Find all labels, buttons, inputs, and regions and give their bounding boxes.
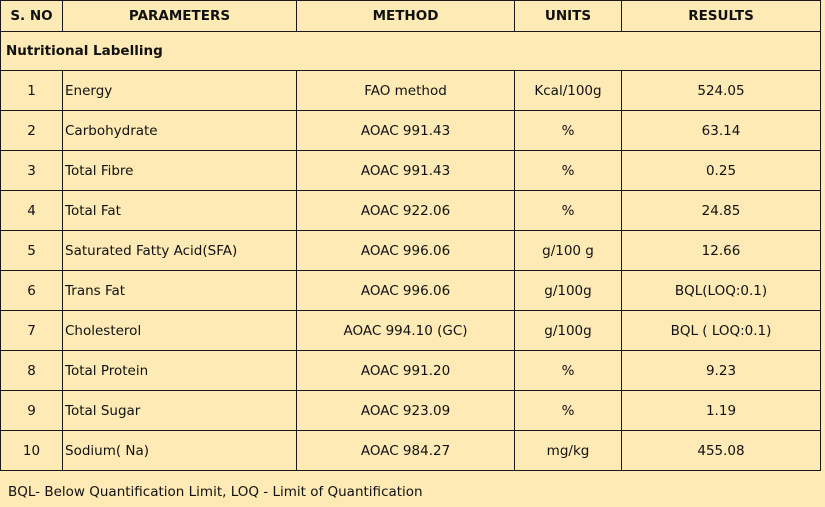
cell-method: AOAC 991.43 — [297, 111, 515, 151]
cell-sno: 8 — [1, 351, 63, 391]
cell-result: 12.66 — [622, 231, 821, 271]
cell-parameter: Total Protein — [63, 351, 297, 391]
cell-method: AOAC 922.06 — [297, 191, 515, 231]
cell-method: AOAC 991.20 — [297, 351, 515, 391]
header-results: RESULTS — [622, 1, 821, 32]
table-row — [1, 111, 821, 151]
cell-sno: 6 — [1, 271, 63, 311]
cell-parameter: Trans Fat — [63, 271, 297, 311]
cell-units: % — [515, 351, 622, 391]
cell-result: 63.14 — [622, 111, 821, 151]
table-row — [1, 191, 821, 231]
header-parameters: PARAMETERS — [63, 1, 297, 32]
cell-result: 524.05 — [622, 71, 821, 111]
cell-result: 455.08 — [622, 431, 821, 471]
cell-parameter: Saturated Fatty Acid(SFA) — [63, 231, 297, 271]
table-row — [1, 351, 821, 391]
cell-method: AOAC 996.06 — [297, 271, 515, 311]
cell-units: mg/kg — [515, 431, 622, 471]
cell-parameter: Total Fat — [63, 191, 297, 231]
header-method: METHOD — [297, 1, 515, 32]
cell-sno: 3 — [1, 151, 63, 191]
cell-sno: 2 — [1, 111, 63, 151]
header-units: UNITS — [515, 1, 622, 32]
cell-parameter: Cholesterol — [63, 311, 297, 351]
table-row — [1, 311, 821, 351]
cell-parameter: Total Sugar — [63, 391, 297, 431]
cell-result: BQL ( LOQ:0.1) — [622, 311, 821, 351]
cell-sno: 4 — [1, 191, 63, 231]
cell-units: g/100 g — [515, 231, 622, 271]
table-row — [1, 231, 821, 271]
section-row — [1, 32, 821, 71]
cell-method: AOAC 923.09 — [297, 391, 515, 431]
cell-result: 9.23 — [622, 351, 821, 391]
table-row — [1, 71, 821, 111]
table-row — [1, 271, 821, 311]
footnote: BQL- Below Quantification Limit, LOQ - Limit of Quantification — [8, 484, 423, 500]
cell-parameter: Carbohydrate — [63, 111, 297, 151]
cell-result: 1.19 — [622, 391, 821, 431]
cell-result: BQL(LOQ:0.1) — [622, 271, 821, 311]
cell-units: % — [515, 151, 622, 191]
table-row — [1, 151, 821, 191]
cell-parameter: Total Fibre — [63, 151, 297, 191]
cell-sno: 7 — [1, 311, 63, 351]
cell-units: g/100g — [515, 271, 622, 311]
cell-method: AOAC 991.43 — [297, 151, 515, 191]
cell-units: g/100g — [515, 311, 622, 351]
section-title: Nutritional Labelling — [1, 32, 821, 71]
cell-sno: 9 — [1, 391, 63, 431]
cell-units: Kcal/100g — [515, 71, 622, 111]
cell-sno: 5 — [1, 231, 63, 271]
cell-parameter: Energy — [63, 71, 297, 111]
cell-method: AOAC 984.27 — [297, 431, 515, 471]
cell-method: AOAC 996.06 — [297, 231, 515, 271]
cell-sno: 1 — [1, 71, 63, 111]
cell-units: % — [515, 391, 622, 431]
table-row — [1, 431, 821, 471]
cell-units: % — [515, 111, 622, 151]
cell-sno: 10 — [1, 431, 63, 471]
cell-units: % — [515, 191, 622, 231]
table-row — [1, 391, 821, 431]
header-row — [1, 1, 821, 32]
cell-method: FAO method — [297, 71, 515, 111]
cell-result: 24.85 — [622, 191, 821, 231]
cell-method: AOAC 994.10 (GC) — [297, 311, 515, 351]
header-sno: S. NO — [1, 1, 63, 32]
cell-parameter: Sodium( Na) — [63, 431, 297, 471]
cell-result: 0.25 — [622, 151, 821, 191]
